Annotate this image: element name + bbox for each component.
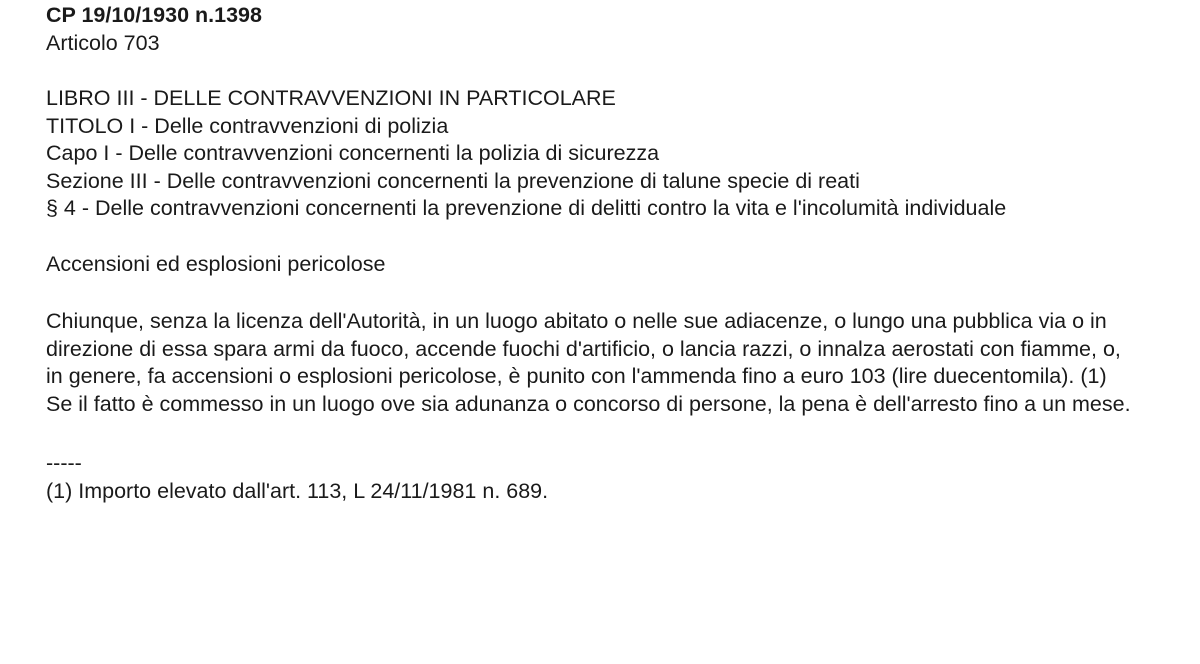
- footnote: (1) Importo elevato dall'art. 113, L 24/11/1981 n. 689.: [46, 478, 549, 503]
- article-number: Articolo 703: [46, 30, 160, 55]
- hierarchy-sezione: Sezione III - Delle contravvenzioni concernenti la prevenzione di talune specie di reati: [46, 168, 860, 193]
- document-title: CP 19/10/1930 n.1398: [46, 3, 262, 27]
- hierarchy-paragrafo: § 4 - Delle contravvenzioni concernenti la prevenzione di delitti contro la vita e l'incolumità individuale: [46, 196, 1007, 220]
- article-body: [46, 308, 1186, 418]
- article-rubric: Accensioni ed esplosioni pericolose: [46, 251, 386, 276]
- body-paragraph: Se il fatto è commesso in un luogo ove sia adunanza o concorso di persone, la pena è dell'arresto fino a un mese.: [46, 391, 1131, 416]
- hierarchy-libro: LIBRO III - DELLE CONTRAVVENZIONI IN PARTICOLARE: [46, 86, 616, 110]
- hierarchy-titolo: TITOLO I - Delle contravvenzioni di polizia: [46, 113, 449, 138]
- hierarchy-block: [46, 85, 1186, 223]
- body-paragraph: Chiunque, senza la licenza dell'Autorità, in un luogo abitato o nelle sue adiacenze, o lungo una pubblica via o in direzione di essa spara armi da fuoco, accende fuochi d'artificio, o lancia razzi, o innalza aerostati con fiamme, o, in genere, fa accensioni o esplosioni pericolose, è punito con l'ammenda fino a euro 103 (lire duecentomila). (1): [46, 309, 1121, 388]
- hierarchy-capo: Capo I - Delle contravvenzioni concernenti la polizia di sicurezza: [46, 141, 660, 165]
- legal-document: [46, 0, 1186, 505]
- footnote-separator: -----: [46, 451, 82, 475]
